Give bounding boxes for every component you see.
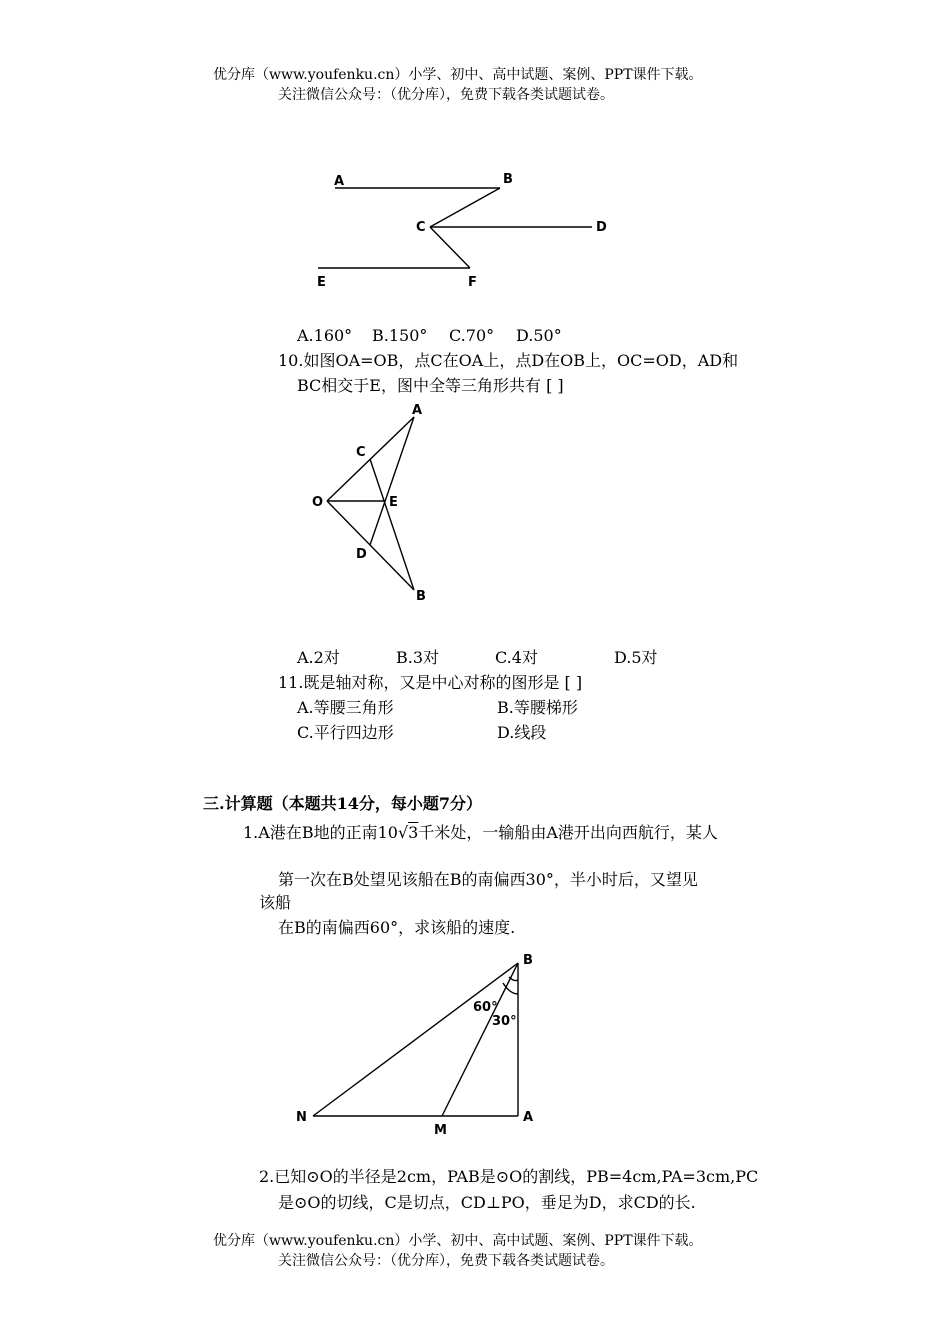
label-b: B: [523, 953, 533, 968]
label-d: D: [596, 220, 607, 235]
label-a: A: [334, 174, 345, 189]
q9-option-d: D.50°: [516, 326, 562, 345]
label-angle-60: 60°: [473, 1000, 498, 1015]
q11-option-a: A.等腰三角形: [297, 698, 394, 717]
s3-q1-sqrt-value: 3: [408, 823, 419, 842]
label-c: C: [356, 445, 366, 460]
q10-option-c: C.4对: [495, 648, 538, 667]
label-f: F: [468, 275, 477, 290]
q9-option-a: A.160°: [297, 326, 353, 345]
s3-q1-prefix: 1.A港在B地的正南10: [243, 823, 398, 842]
label-m: M: [434, 1123, 447, 1138]
sqrt-symbol: √: [397, 823, 409, 842]
label-c: C: [416, 220, 426, 235]
q10-option-a: A.2对: [297, 648, 340, 667]
q9-option-b: B.150°: [372, 326, 428, 345]
label-n: N: [296, 1110, 307, 1125]
s3-q2-line-2: 是⊙O的切线，C是切点，CD⊥PO，垂足为D，求CD的长.: [278, 1193, 696, 1212]
q11-stem: 11.既是轴对称，又是中心对称的图形是 [ ]: [278, 673, 583, 692]
label-e: E: [389, 495, 398, 510]
segment-nb: [313, 963, 518, 1116]
segment-mb: [442, 963, 518, 1116]
s3-q1-suffix: 千米处，一输船由A港开出向西航行，某人: [418, 823, 718, 842]
s3-q1-line-3: 该船: [259, 893, 292, 912]
label-a: A: [523, 1110, 534, 1125]
label-b: B: [416, 589, 426, 604]
label-angle-30: 30°: [492, 1014, 517, 1029]
q10-line-1: 10.如图OA=OB，点C在OA上，点D在OB上，OC=OD，AD和: [278, 351, 739, 370]
header-line-2: 关注微信公众号：（优分库），免费下载各类试题试卷。: [278, 87, 614, 103]
q10-option-d: D.5对: [614, 648, 658, 667]
q10-line-2: BC相交于E，图中全等三角形共有 [ ]: [297, 376, 564, 395]
q9-option-c: C.70°: [449, 326, 495, 345]
q11-option-c: C.平行四边形: [297, 723, 394, 742]
label-d: D: [356, 547, 367, 562]
label-e: E: [317, 275, 326, 290]
s3-q1-line-2: 第一次在B处望见该船在B的南偏西30°，半小时后，又望见: [278, 870, 698, 889]
s3-q2-line-1: 2.已知⊙O的半径是2cm，PAB是⊙O的割线，PB=4cm,PA=3cm,PC: [259, 1167, 759, 1186]
q11-option-d: D.线段: [497, 723, 547, 742]
s3-q1-line-4: 在B的南偏西60°，求该船的速度.: [278, 918, 516, 937]
label-o: O: [312, 495, 324, 510]
header-line-1: 优分库（www.youfenku.cn）小学、初中、高中试题、案例、PPT课件下载。: [213, 67, 703, 83]
footer-line-2: 关注微信公众号：（优分库），免费下载各类试题试卷。: [278, 1253, 614, 1269]
q11-option-b: B.等腰梯形: [497, 698, 578, 717]
label-b: B: [503, 172, 513, 187]
footer-line-1: 优分库（www.youfenku.cn）小学、初中、高中试题、案例、PPT课件下载。: [213, 1233, 703, 1249]
q10-option-b: B.3对: [396, 648, 440, 667]
angle-arc-inner: [509, 977, 518, 981]
section-3-title: 三.计算题（本题共14分，每小题7分）: [203, 794, 482, 813]
label-a: A: [412, 403, 423, 418]
